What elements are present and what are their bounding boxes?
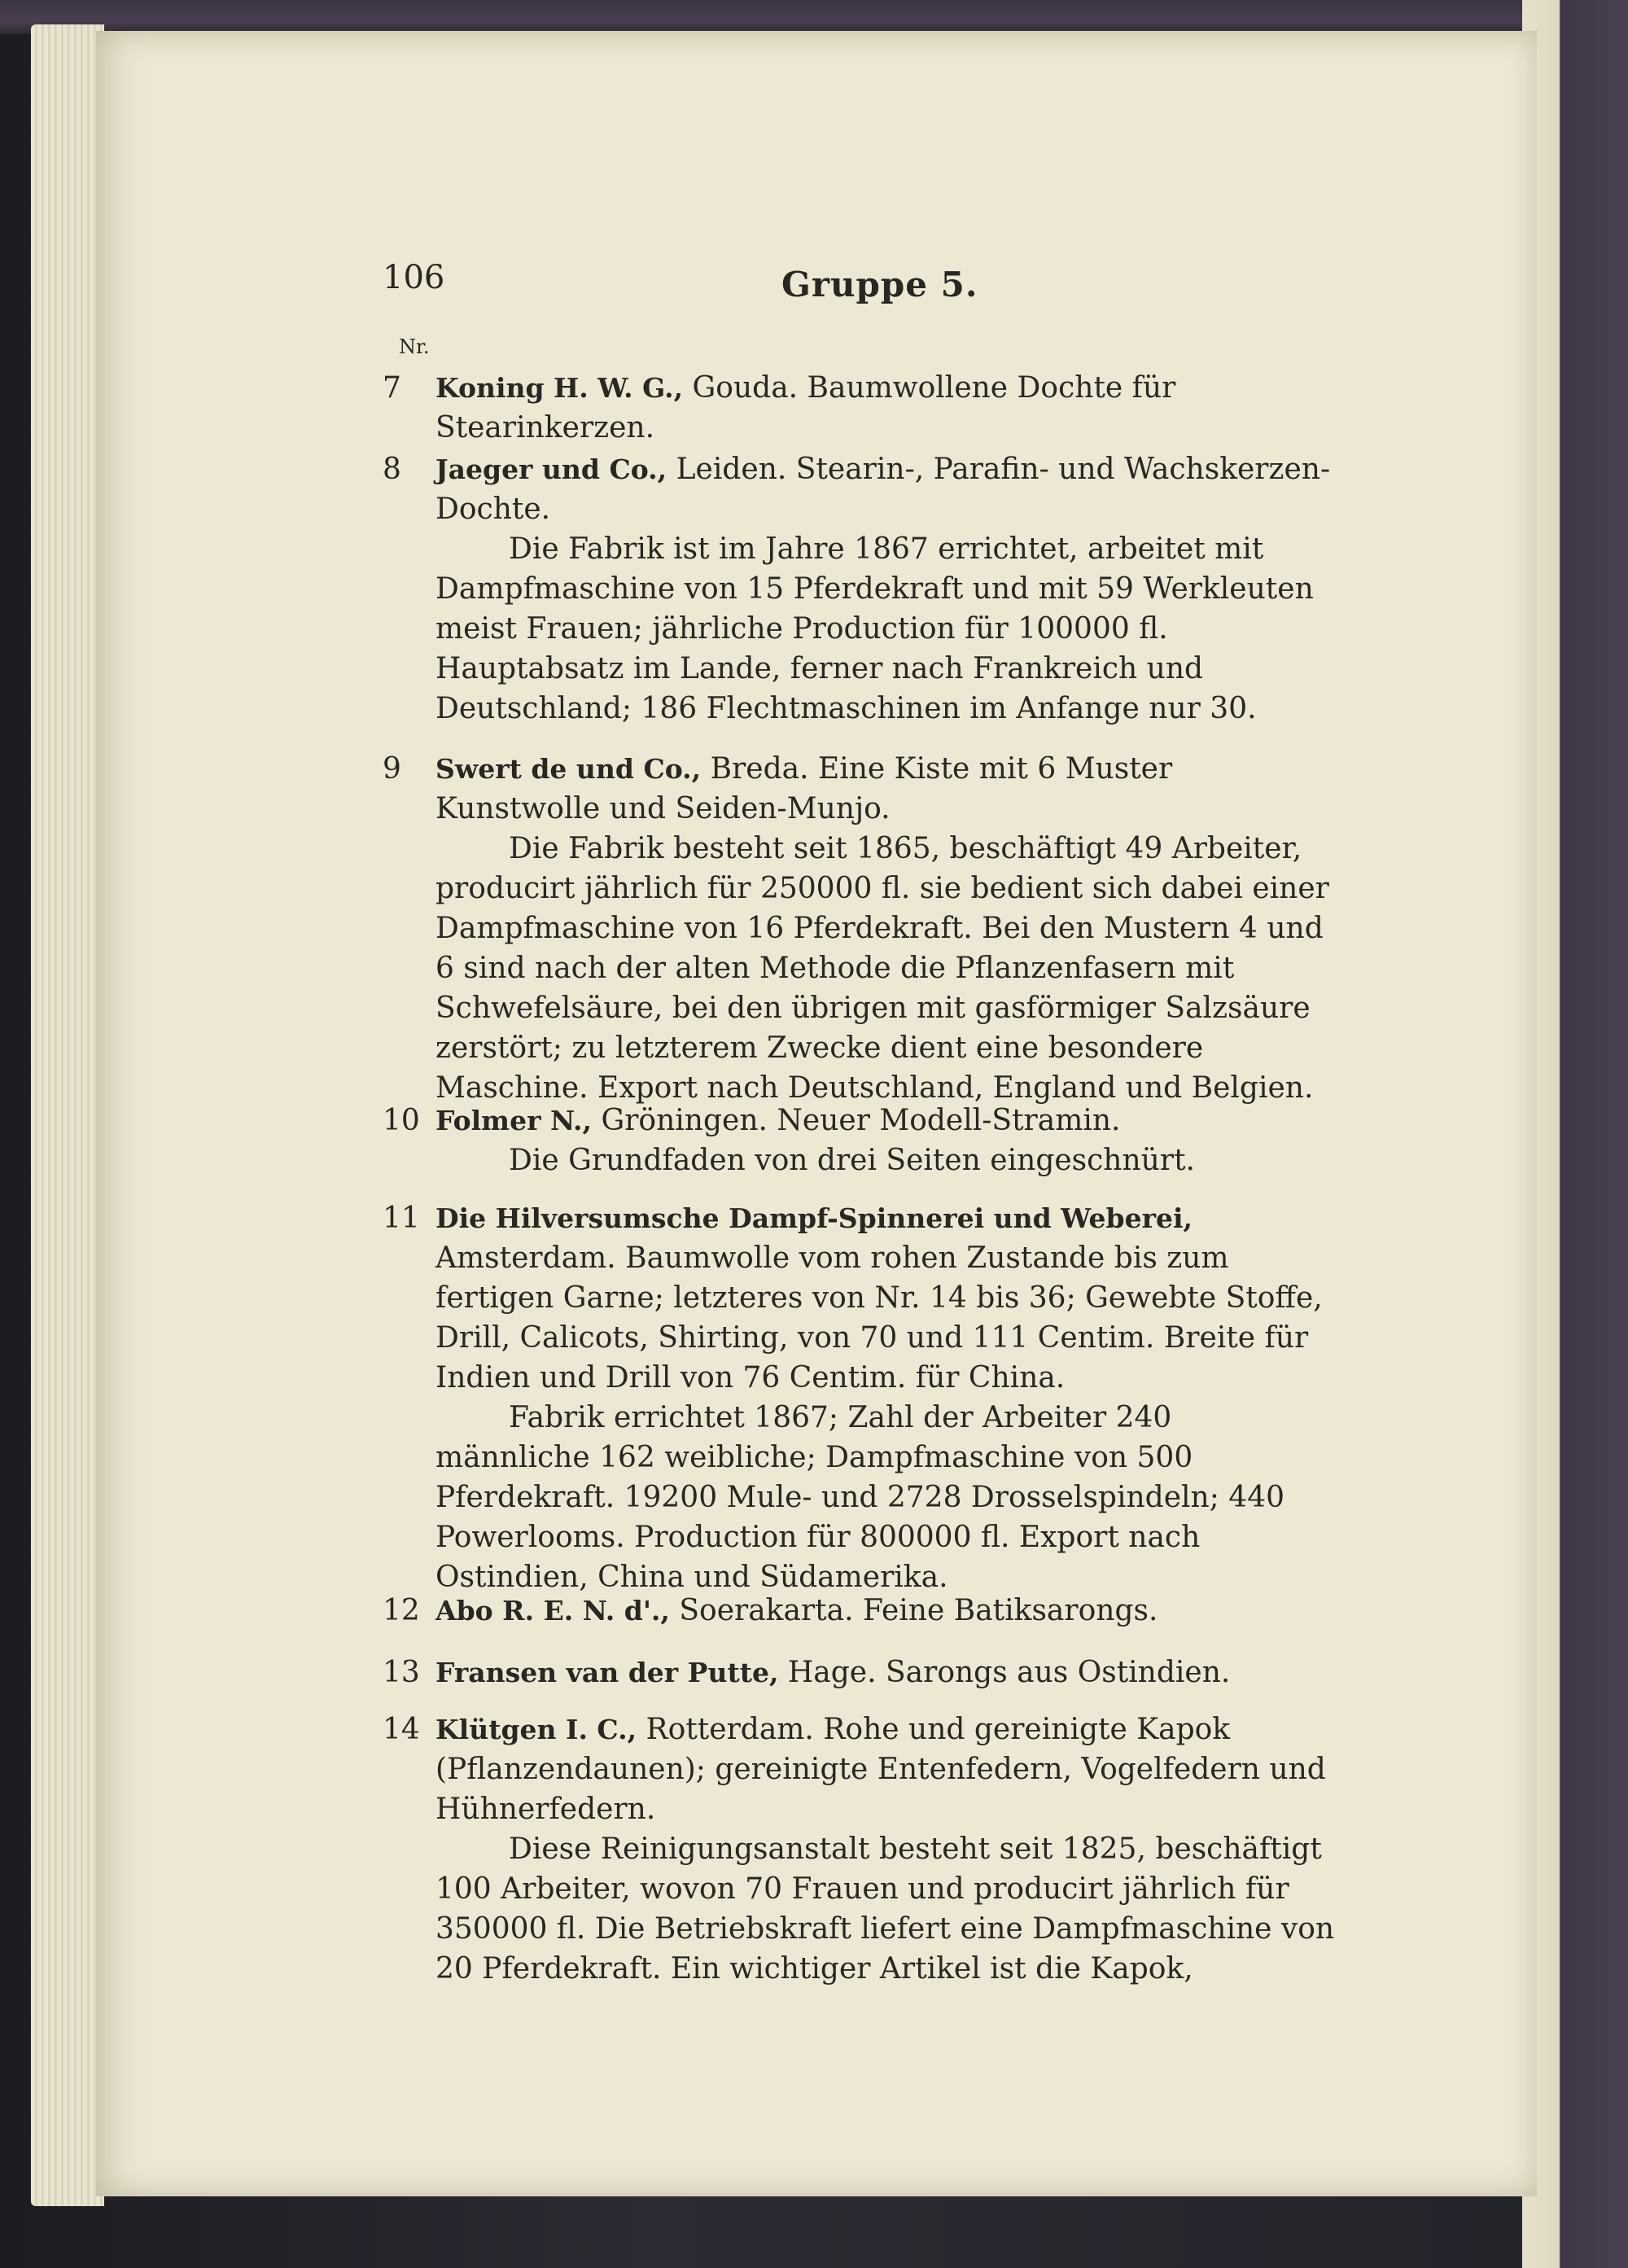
entry-10 <box>383 1101 1335 1180</box>
exhibitor-name: Jaeger und Co., <box>435 453 667 485</box>
entry-number: 7 <box>383 371 401 405</box>
exhibitor-name: Klütgen I. C., <box>435 1714 637 1745</box>
entry-11 <box>383 1198 1335 1597</box>
entry-number: 9 <box>383 752 401 786</box>
entry-number: 13 <box>383 1656 420 1689</box>
page-number: 106 <box>383 259 445 296</box>
entry-number: 12 <box>383 1594 420 1627</box>
entry-text: Hage. Sarongs aus Ostindien. <box>787 1656 1231 1689</box>
entry-14 <box>383 1710 1335 1989</box>
entry-text: Gröningen. Neuer Modell-Stramin. <box>601 1104 1121 1137</box>
exhibitor-name: Abo R. E. N. d'., <box>435 1595 670 1627</box>
entry-paragraph: Diese Reinigungsanstalt besteht seit 1825, beschäftigt 100 Arbeiter, wovon 70 Frauen und producirt jährlich für 350000 fl. Die Betriebskraft liefert eine Dampfmaschine von 20 Pferdekraft. Ein wichtiger Artikel ist die Kapok, <box>435 1832 1335 1986</box>
entry-12 <box>383 1591 1335 1631</box>
entry-paragraph: Die Fabrik besteht seit 1865, beschäftigt 49 Arbeiter, producirt jährlich für 250000 fl. sie bedient sich dabei einer Dampfmaschine von 16 Pferdekraft. Bei den Mustern 4 und 6 sind nach der alten Methode die Pflanzenfasern mit Schwefelsäure, bei den übrigen mit gasförmiger Salzsäure zerstört; zu letzterem Zwecke dient eine besondere Maschine. Export nach Deutschland, England und Belgien. <box>435 832 1329 1105</box>
entry-number: 11 <box>383 1202 420 1235</box>
entry-number: 10 <box>383 1104 420 1137</box>
book-cover-top <box>0 0 1628 34</box>
entry-13 <box>383 1653 1335 1692</box>
entry-text: Amsterdam. Baumwolle vom rohen Zustande bis zum fertigen Garne; letzteres von Nr. 14 bis 36; Gewebte Stoffe, Drill, Calicots, Shirting, von 70 und 111 Centim. Breite für Indien und Drill von 76 Centim. für China. <box>435 1241 1323 1395</box>
exhibitor-name: Koning H. W. G., <box>435 372 684 404</box>
exhibitor-name: Fransen van der Putte, <box>435 1657 779 1688</box>
entry-paragraph: Die Grundfaden von drei Seiten eingeschnürt. <box>509 1144 1195 1177</box>
entry-text: Leiden. Stearin-, Parafin- und Wachskerzen-Dochte. <box>435 453 1331 526</box>
entry-text: Gouda. Baumwollene Dochte für Stearinkerzen. <box>435 371 1176 444</box>
entry-text: Breda. Eine Kiste mit 6 Muster Kunstwolle und Seiden-Munjo. <box>435 752 1173 825</box>
exhibitor-name: Swert de und Co., <box>435 753 702 785</box>
entry-8 <box>383 449 1335 729</box>
nr-label: Nr. <box>399 335 430 358</box>
entry-7 <box>383 368 1335 448</box>
entry-9 <box>383 749 1335 1108</box>
entry-number: 8 <box>383 453 401 486</box>
group-title: Gruppe 5. <box>781 265 978 304</box>
entry-number: 14 <box>383 1713 420 1746</box>
exhibitor-name: Die Hilversumsche Dampf-Spinnerei und Weberei, <box>435 1202 1193 1234</box>
book-cover-right <box>1522 0 1628 2268</box>
entry-text: Soerakarta. Feine Batiksarongs. <box>679 1594 1158 1627</box>
page-stack-edge <box>31 24 104 2206</box>
exhibitor-name: Folmer N., <box>435 1105 592 1136</box>
entry-text: Rotterdam. Rohe und gereinigte Kapok (Pflanzendaunen); gereinigte Entenfedern, Vogelfedern und Hühnerfedern. <box>435 1713 1326 1826</box>
entry-paragraph: Fabrik errichtet 1867; Zahl der Arbeiter 240 männliche 162 weibliche; Dampfmaschine von 500 Pferdekraft. 19200 Mule- und 2728 Drosselspindeln; 440 Powerlooms. Production für 800000 fl. Export nach Ostindien, China und Südamerika. <box>435 1401 1284 1594</box>
entry-paragraph: Die Fabrik ist im Jahre 1867 errichtet, arbeitet mit Dampfmaschine von 15 Pferdekraft und mit 59 Werkleuten meist Frauen; jährliche Production für 100000 fl. Hauptabsatz im Lande, ferner nach Frankreich und Deutschland; 186 Flechtmaschinen im Anfange nur 30. <box>435 532 1314 725</box>
